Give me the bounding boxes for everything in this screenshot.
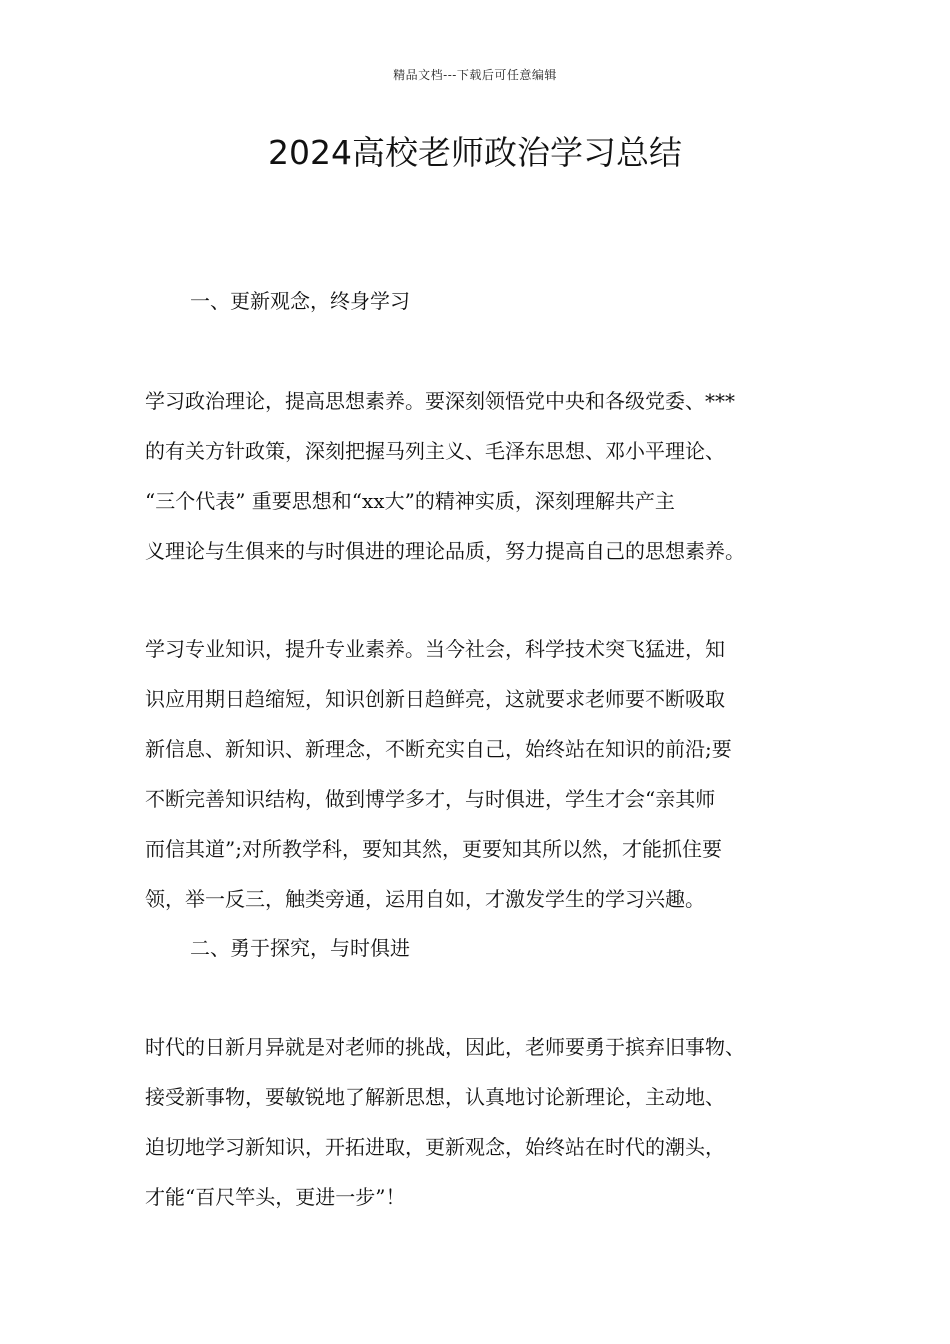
paragraph-line: 识应用期日趋缩短，知识创新日趋鲜亮，这就要求老师要不断吸取 xyxy=(145,687,725,711)
paragraph-line: 迫切地学习新知识，开拓进取，更新观念，始终站在时代的潮头， xyxy=(145,1135,725,1159)
paragraph-line: 新信息、新知识、新理念，不断充实自己，始终站在知识的前沿;要 xyxy=(145,737,732,761)
header-note: 精品文档---下载后可任意编辑 xyxy=(393,68,557,82)
paragraph-line: 领，举一反三，触类旁通，运用自如，才激发学生的学习兴趣。 xyxy=(145,887,705,911)
paragraph-line: 接受新事物，要敏锐地了解新思想，认真地讨论新理论，主动地、 xyxy=(145,1085,725,1109)
paragraph-line: “三个代表” 重要思想和“xx大”的精神实质，深刻理解共产主 xyxy=(145,489,675,513)
paragraph-line: 义理论与生俱来的与时俱进的理论品质，努力提高自己的思想素养。 xyxy=(145,539,745,563)
paragraph-line: 学习政治理论，提高思想素养。要深刻领悟党中央和各级党委、*** xyxy=(145,389,735,413)
document-title: 2024高校老师政治学习总结 xyxy=(268,133,682,172)
paragraph-keep-pace xyxy=(145,1022,845,1222)
paragraph-political-theory xyxy=(145,376,845,576)
paragraph-line: 而信其道”;对所教学科，要知其然，更要知其所以然，才能抓住要 xyxy=(145,837,722,861)
paragraph-line: 的有关方针政策，深刻把握马列主义、毛泽东思想、邓小平理论、 xyxy=(145,439,725,463)
paragraph-line: 学习专业知识，提升专业素养。当今社会，科学技术突飞猛进，知 xyxy=(145,637,725,661)
section-heading-1: 一、更新观念，终身学习 xyxy=(190,289,410,313)
paragraph-line: 才能“百尺竿头，更进一步”！ xyxy=(145,1185,406,1209)
paragraph-line: 时代的日新月异就是对老师的挑战，因此，老师要勇于摈弃旧事物、 xyxy=(145,1035,745,1059)
paragraph-professional-knowledge xyxy=(145,624,845,924)
section-heading-2: 二、勇于探究，与时俱进 xyxy=(190,936,410,960)
paragraph-line: 不断完善知识结构，做到博学多才，与时俱进，学生才会“亲其师 xyxy=(145,787,716,811)
